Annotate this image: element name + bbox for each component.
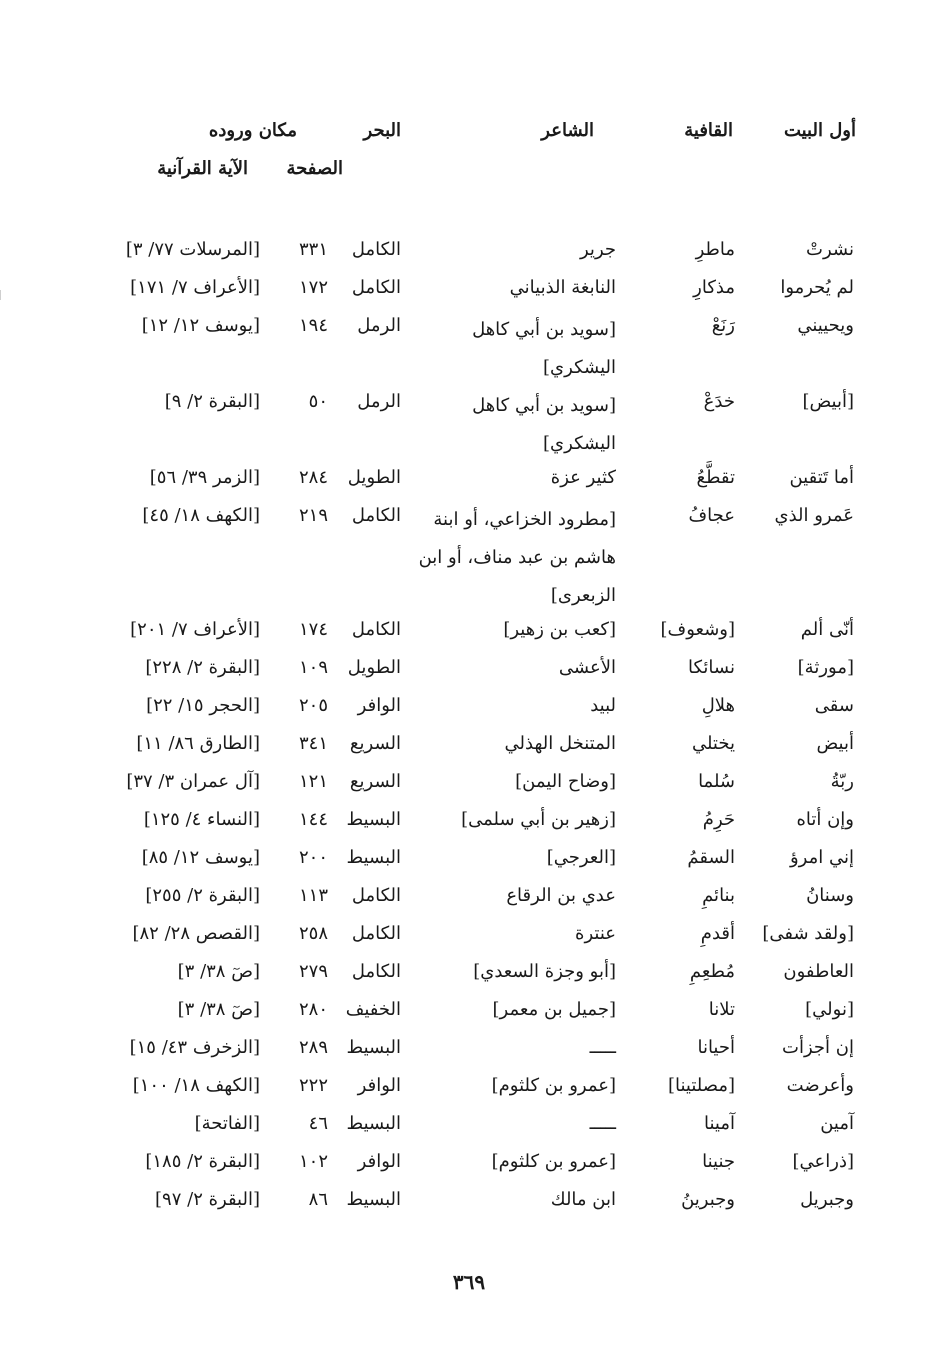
poet-cell: لبيد [590, 695, 616, 716]
poet-cell: المتنخل الهذلي [504, 733, 616, 754]
meter-cell: الطويل [347, 657, 401, 678]
table-row [0, 1067, 938, 1105]
margin-mark [0, 290, 1, 300]
ayah-cell: [البقرة ٢/ ٢٥٥] [145, 885, 260, 906]
page-cell: ٢٨٤ [298, 467, 328, 488]
ayah-cell: [المرسلات ٧٧/ ٣] [125, 239, 260, 260]
table-row [0, 687, 938, 725]
poet-cell: كثير عزة [550, 467, 616, 488]
header-first-verse: أول البيت [783, 120, 856, 141]
ayah-cell: [البقرة ٢/ ٩] [164, 391, 260, 412]
meter-cell: الطويل [347, 467, 401, 488]
poet-cell: ـــــ [589, 1037, 616, 1058]
rhyme-cell: حَرِمُ [702, 809, 735, 830]
ayah-cell: [الأعراف ٧/ ٢٠١] [130, 619, 260, 640]
poet-cell: [سويد بن أبي كاهل اليشكري] [472, 395, 616, 454]
first-verse-cell: وأعرضت [786, 1075, 854, 1096]
ayah-cell: [يوسف ١٢/ ١٢] [141, 315, 260, 336]
first-verse-cell: [أبيض] [802, 391, 854, 412]
meter-cell: الكامل [351, 619, 401, 640]
poet-cell: جرير [580, 239, 616, 260]
first-verse-cell: وسنانُ [806, 885, 854, 906]
rhyme-cell: [مصلتينا] [667, 1075, 735, 1096]
page-cell: ٣٣١ [298, 239, 328, 260]
page-cell: ١٩٤ [298, 315, 328, 336]
poet-cell: [العرجي] [546, 847, 616, 868]
page-cell: ٢٠٥ [298, 695, 328, 716]
table-row [0, 231, 938, 269]
first-verse-cell: [مورثة] [797, 657, 854, 678]
first-verse-cell: ربّةُ [830, 771, 854, 792]
rhyme-cell: عجافُ [688, 505, 735, 526]
rhyme-cell: خدَعْ [703, 391, 735, 412]
header-location: مكان وروده [208, 120, 297, 141]
rhyme-cell: أحيانا [697, 1037, 735, 1058]
first-verse-cell: نشرتْ [806, 239, 854, 260]
page-cell: ٢٧٩ [298, 961, 328, 982]
table-row [0, 383, 938, 459]
meter-cell: الوافر [357, 1075, 401, 1096]
poet-cell: [سويد بن أبي كاهل اليشكري] [472, 319, 616, 378]
page-cell: ٢٨٩ [298, 1037, 328, 1058]
first-verse-cell: [نولي] [805, 999, 854, 1020]
ayah-cell: [الأعراف ٧/ ١٧١] [130, 277, 260, 298]
meter-cell: الكامل [351, 961, 401, 982]
table-row [0, 991, 938, 1029]
rhyme-cell: تقطَّعُ [696, 467, 735, 488]
page-cell: ٤٦ [308, 1113, 328, 1134]
meter-cell: الكامل [351, 239, 401, 260]
meter-cell: الكامل [351, 277, 401, 298]
header-meter: البحر [363, 120, 401, 141]
ayah-cell: [الكهف ١٨/ ٤٥] [142, 505, 260, 526]
rhyme-cell: مذكارِ [693, 277, 735, 298]
first-verse-cell: أما تَتقين [789, 467, 854, 488]
page-cell: ٢٨٠ [298, 999, 328, 1020]
meter-cell: الرمل [357, 391, 401, 412]
rhyme-cell: سُلما [698, 771, 735, 792]
rhyme-cell: آمينا [704, 1113, 735, 1134]
table-row [0, 497, 938, 611]
page-cell: ٥٠ [308, 391, 328, 412]
meter-cell: البسيط [346, 1113, 401, 1134]
first-verse-cell: عَمرو الذي [774, 505, 854, 526]
ayah-cell: [الزخرف ٤٣/ ١٥] [129, 1037, 260, 1058]
table-row [0, 1105, 938, 1143]
ayah-cell: [البقرة ٢/ ٩٧] [155, 1189, 260, 1210]
first-verse-cell: إني امرؤ [789, 847, 854, 868]
table-row [0, 953, 938, 991]
poet-cell: ابن مالك [550, 1189, 616, 1210]
ayah-cell: [الفاتحة] [194, 1113, 260, 1134]
ayah-cell: [صٓ ٣٨/ ٣] [177, 999, 260, 1020]
page-cell: ٢٢٢ [298, 1075, 328, 1096]
page-cell: ١٧٢ [298, 277, 328, 298]
poet-cell: [عمرو بن كلثوم] [491, 1075, 616, 1096]
first-verse-cell: آمين [820, 1113, 854, 1134]
table-row [0, 725, 938, 763]
poet-cell: النابغة الذبياني [509, 277, 616, 298]
page-cell: ٣٤١ [298, 733, 328, 754]
poet-cell: عنترة [575, 923, 616, 944]
table-row [0, 877, 938, 915]
rhyme-cell: رَنَعْ [711, 315, 735, 336]
poet-cell: [زهير بن أبي سلمى] [461, 809, 616, 830]
page-cell: ١٤٤ [298, 809, 328, 830]
ayah-cell: [الطارق ٨٦/ ١١] [136, 733, 260, 754]
poet-cell: [أبو وجزة السعدي] [473, 961, 616, 982]
poet-cell: [عمرو بن كلثوم] [491, 1151, 616, 1172]
page-cell: ١١٣ [298, 885, 328, 906]
ayah-cell: [الكهف ١٨/ ١٠٠] [132, 1075, 260, 1096]
page-cell: ٨٦ [308, 1189, 328, 1210]
meter-cell: الوافر [357, 1151, 401, 1172]
meter-cell: البسيط [346, 1189, 401, 1210]
rhyme-cell: مُطعِمِ [689, 961, 735, 982]
first-verse-cell: لم يُحرموا [780, 277, 854, 298]
first-verse-cell: العاطفون [783, 961, 854, 982]
header-rhyme: القافية [684, 120, 733, 141]
rhyme-cell: [وشعوف] [660, 619, 735, 640]
ayah-cell: [النساء ٤/ ١٢٥] [143, 809, 260, 830]
rhyme-cell: وجبرينُ [681, 1189, 735, 1210]
page-cell: ١٠٢ [298, 1151, 328, 1172]
page-cell: ٢١٩ [298, 505, 328, 526]
poet-cell: ـــــ [589, 1113, 616, 1134]
rhyme-cell: نسائكا [688, 657, 735, 678]
page-cell: ٢٥٨ [298, 923, 328, 944]
meter-cell: البسيط [346, 847, 401, 868]
table-row [0, 459, 938, 497]
first-verse-cell: سقى [814, 695, 854, 716]
table-row [0, 1029, 938, 1067]
table-row [0, 915, 938, 953]
meter-cell: الكامل [351, 885, 401, 906]
first-verse-cell: إن أجزأت [782, 1037, 854, 1058]
page-number: ٣٦٩ [452, 1270, 486, 1294]
poet-cell: الأعشى [558, 657, 616, 678]
page-cell: ١٧٤ [298, 619, 328, 640]
table-row [0, 307, 938, 383]
poet-cell: [وضاح اليمن] [515, 771, 616, 792]
meter-cell: البسيط [346, 1037, 401, 1058]
poet-cell: عدي بن الرقاع [506, 885, 616, 906]
first-verse-cell: [ذراعي] [792, 1151, 854, 1172]
rhyme-cell: أقدمِ [700, 923, 735, 944]
meter-cell: السريع [349, 771, 401, 792]
header-ayah: الآية القرآنية [157, 158, 248, 179]
first-verse-cell: ويحييني [797, 315, 854, 336]
first-verse-cell: [ولقد شفى] [762, 923, 854, 944]
meter-cell: الرمل [357, 315, 401, 336]
ayah-cell: [البقرة ٢/ ٢٢٨] [145, 657, 260, 678]
ayah-cell: [الزمر ٣٩/ ٥٦] [149, 467, 260, 488]
poet-cell: [جميل بن معمر] [492, 999, 616, 1020]
rhyme-cell: تلانا [708, 999, 735, 1020]
table-row [0, 839, 938, 877]
meter-cell: السريع [349, 733, 401, 754]
ayah-cell: [الحجر ١٥/ ٢٢] [146, 695, 260, 716]
header-page: الصفحة [286, 158, 343, 179]
rhyme-cell: السقمُ [687, 847, 735, 868]
ayah-cell: [البقرة ٢/ ١٨٥] [145, 1151, 260, 1172]
meter-cell: الكامل [351, 923, 401, 944]
page-cell: ١٢١ [298, 771, 328, 792]
table-row [0, 611, 938, 649]
ayah-cell: [صٓ ٣٨/ ٣] [177, 961, 260, 982]
table-row [0, 649, 938, 687]
header-poet: الشاعر [541, 120, 594, 141]
first-verse-cell: وجبريل [800, 1189, 854, 1210]
table-row [0, 801, 938, 839]
rhyme-cell: يختلي [691, 733, 735, 754]
ayah-cell: [آل عمران ٣/ ٣٧] [126, 771, 260, 792]
ayah-cell: [القصص ٢٨/ ٨٢] [132, 923, 260, 944]
poet-cell: [كعب بن زهير] [503, 619, 616, 640]
table-row [0, 1143, 938, 1181]
table-row [0, 763, 938, 801]
rhyme-cell: جنينا [702, 1151, 735, 1172]
first-verse-cell: أنّى ألم [800, 619, 854, 640]
table-row [0, 1181, 938, 1219]
meter-cell: الوافر [357, 695, 401, 716]
first-verse-cell: وإن أتاه [796, 809, 854, 830]
first-verse-cell: أبيض [816, 733, 854, 754]
meter-cell: الخفيف [345, 999, 401, 1020]
poet-cell: [مطرود الخزاعي، أو ابنة هاشم بن عبد مناف، أو ابن الزبعرى] [418, 509, 616, 606]
meter-cell: البسيط [346, 809, 401, 830]
rhyme-cell: ماطرِ [695, 239, 735, 260]
rhyme-cell: بنائمِ [702, 885, 735, 906]
meter-cell: الكامل [351, 505, 401, 526]
ayah-cell: [يوسف ١٢/ ٨٥] [141, 847, 260, 868]
table-row [0, 269, 938, 307]
page-cell: ١٠٩ [298, 657, 328, 678]
rhyme-cell: هلالِ [701, 695, 735, 716]
page-cell: ٢٠٠ [298, 847, 328, 868]
